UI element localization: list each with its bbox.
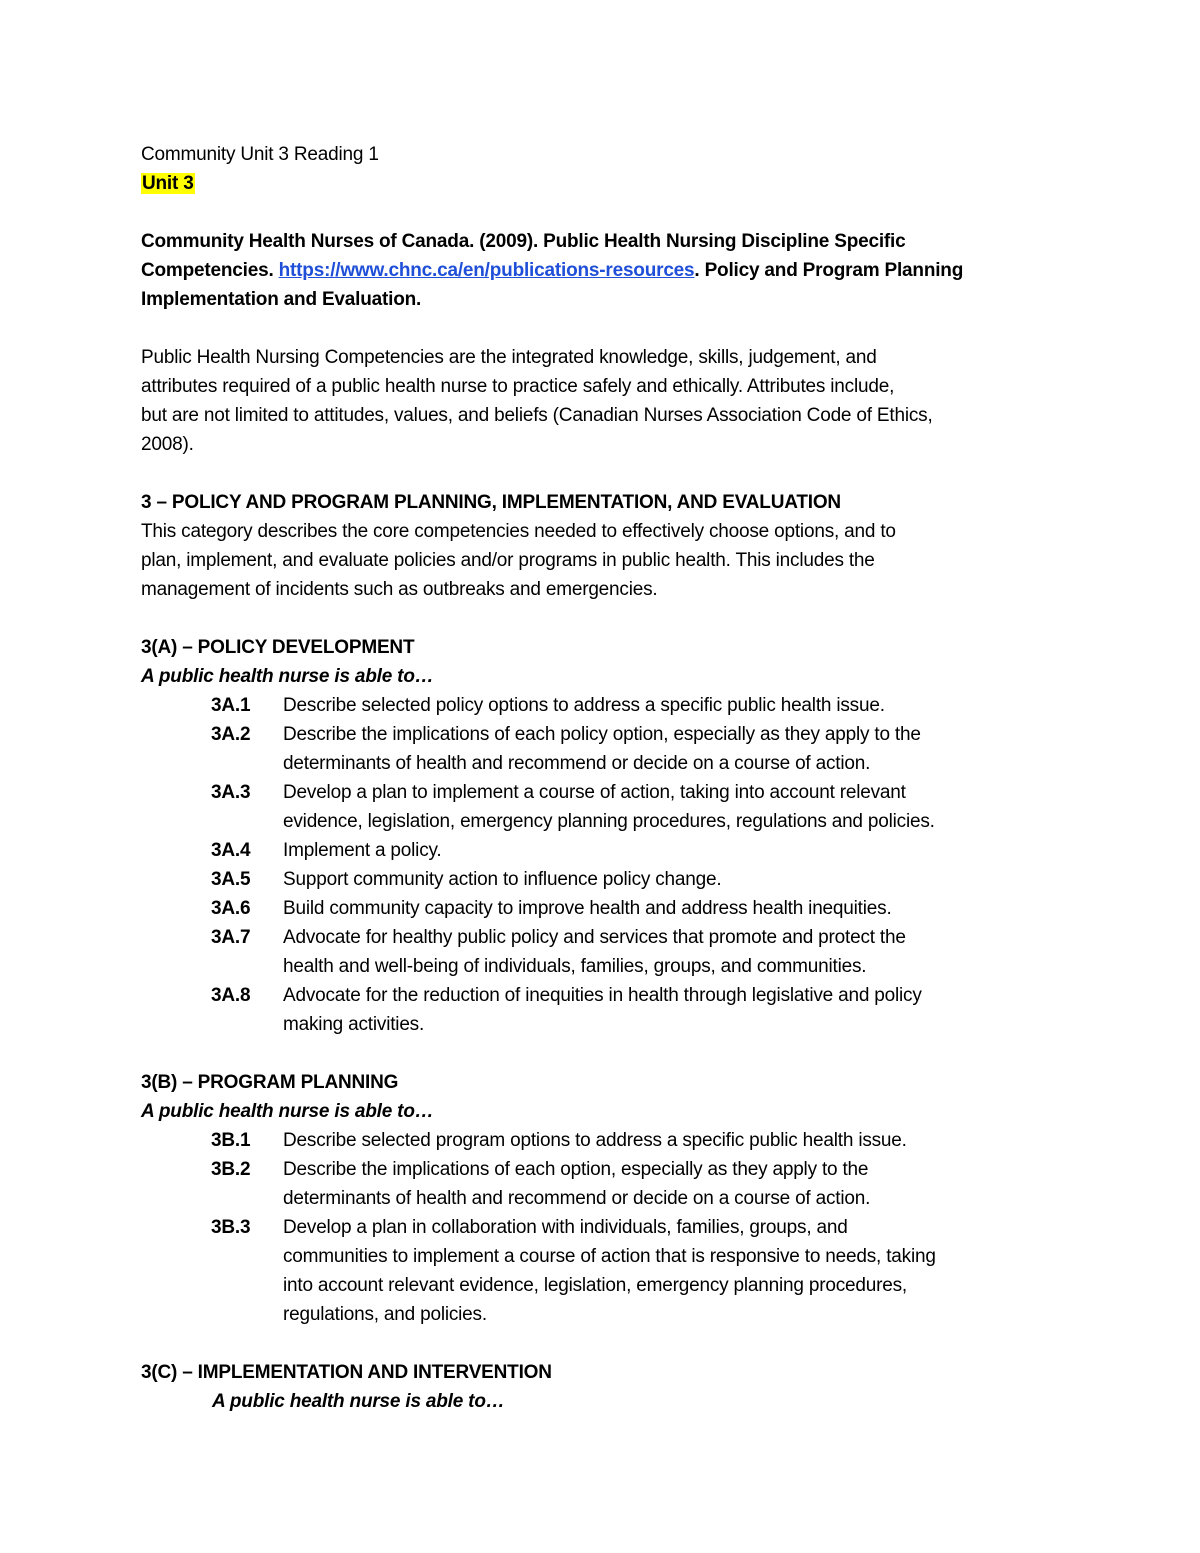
- citation-line-3: Implementation and Evaluation.: [141, 289, 422, 310]
- competency-text-line: Describe the implications of each option, especially as they apply to the: [283, 1159, 869, 1180]
- competency-text: [283, 836, 1061, 865]
- citation-link[interactable]: https://www.chnc.ca/en/publications-resources: [278, 260, 695, 281]
- competency-text-line: evidence, legislation, emergency planning procedures, regulations and policies.: [283, 811, 935, 832]
- competency-item: [141, 894, 1061, 923]
- competency-text-line: Build community capacity to improve health and address health inequities.: [283, 898, 892, 919]
- competency-number: 3A.4: [211, 840, 251, 861]
- spacer: [141, 1329, 1061, 1358]
- citation-line-1: Community Health Nurses of Canada. (2009). Public Health Nursing Discipline Specific: [141, 231, 906, 252]
- section-3-line: This category describes the core competencies needed to effectively choose options, and to: [141, 521, 896, 542]
- section-3c-lead: A public health nurse is able to…: [212, 1391, 505, 1412]
- competency-text-line: communities to implement a course of action that is responsive to needs, taking: [283, 1246, 936, 1267]
- intro-line: 2008).: [141, 434, 194, 455]
- competency-text: [283, 1213, 1061, 1329]
- intro-line: but are not limited to attitudes, values, and beliefs (Canadian Nurses Association Code of Ethics,: [141, 405, 933, 426]
- competency-text: [283, 1126, 1061, 1155]
- competency-text-line: determinants of health and recommend or decide on a course of action.: [283, 753, 871, 774]
- competency-number: 3A.3: [211, 782, 251, 803]
- intro-line: attributes required of a public health nurse to practice safely and ethically. Attributes include,: [141, 376, 895, 397]
- competency-item: [141, 778, 1061, 836]
- competency-item: [141, 720, 1061, 778]
- competency-text-line: Develop a plan in collaboration with individuals, families, groups, and: [283, 1217, 848, 1238]
- competency-number: 3A.5: [211, 869, 251, 890]
- competency-item: [141, 691, 1061, 720]
- competency-text-line: Develop a plan to implement a course of action, taking into account relevant: [283, 782, 906, 803]
- spacer: [141, 198, 1061, 227]
- competency-number: 3B.1: [211, 1130, 251, 1151]
- competency-item: [141, 1155, 1061, 1213]
- competency-text: [283, 923, 1061, 981]
- section-3b-list: [141, 1126, 1061, 1329]
- spacer: [141, 314, 1061, 343]
- competency-text: [283, 720, 1061, 778]
- competency-text-line: making activities.: [283, 1014, 425, 1035]
- citation-line-2: [141, 256, 1061, 285]
- competency-number: 3B.3: [211, 1217, 251, 1238]
- competency-item: [141, 1126, 1061, 1155]
- competency-text-line: Advocate for healthy public policy and services that promote and protect the: [283, 927, 906, 948]
- competency-number: 3A.2: [211, 724, 251, 745]
- competency-text: [283, 1155, 1061, 1213]
- competency-item: [141, 865, 1061, 894]
- competency-text-line: Describe selected program options to address a specific public health issue.: [283, 1130, 907, 1151]
- competency-text: [283, 981, 1061, 1039]
- competency-number: 3A.6: [211, 898, 251, 919]
- document-title: Community Unit 3 Reading 1: [141, 144, 379, 165]
- spacer: [141, 604, 1061, 633]
- competency-number: 3A.7: [211, 927, 251, 948]
- competency-text-line: Describe the implications of each policy option, especially as they apply to the: [283, 724, 921, 745]
- unit-label-highlight: Unit 3: [142, 173, 194, 194]
- section-3-line: plan, implement, and evaluate policies and/or programs in public health. This includes the: [141, 550, 875, 571]
- competency-item: [141, 1213, 1061, 1329]
- section-3a-list: [141, 691, 1061, 1039]
- competency-text: [283, 865, 1061, 894]
- citation-prefix: Competencies.: [141, 260, 279, 281]
- section-3b-heading: 3(B) – PROGRAM PLANNING: [141, 1072, 399, 1093]
- competency-text: [283, 894, 1061, 923]
- competency-text-line: health and well-being of individuals, families, groups, and communities.: [283, 956, 867, 977]
- competency-number: 3A.1: [211, 695, 251, 716]
- citation-suffix: . Policy and Program Planning: [694, 260, 964, 281]
- competency-text-line: into account relevant evidence, legislation, emergency planning procedures,: [283, 1275, 908, 1296]
- unit-label-line: [141, 169, 1061, 198]
- competency-item: [141, 836, 1061, 865]
- competency-number: 3B.2: [211, 1159, 251, 1180]
- competency-text-line: determinants of health and recommend or decide on a course of action.: [283, 1188, 871, 1209]
- section-3b-lead: A public health nurse is able to…: [141, 1101, 434, 1122]
- section-3a-lead: A public health nurse is able to…: [141, 666, 434, 687]
- intro-line: Public Health Nursing Competencies are the integrated knowledge, skills, judgement, and: [141, 347, 877, 368]
- competency-text-line: Describe selected policy options to address a specific public health issue.: [283, 695, 885, 716]
- spacer: [141, 1039, 1061, 1068]
- section-3-heading: 3 – POLICY AND PROGRAM PLANNING, IMPLEMENTATION, AND EVALUATION: [141, 492, 841, 513]
- document-body: [141, 140, 1061, 1416]
- section-3c-heading: 3(C) – IMPLEMENTATION AND INTERVENTION: [141, 1362, 552, 1383]
- competency-text: [283, 778, 1061, 836]
- section-3-line: management of incidents such as outbreaks and emergencies.: [141, 579, 658, 600]
- competency-text-line: regulations, and policies.: [283, 1304, 487, 1325]
- competency-item: [141, 981, 1061, 1039]
- section-3a-heading: 3(A) – POLICY DEVELOPMENT: [141, 637, 415, 658]
- competency-item: [141, 923, 1061, 981]
- competency-text-line: Advocate for the reduction of inequities in health through legislative and policy: [283, 985, 922, 1006]
- competency-text-line: Support community action to influence policy change.: [283, 869, 722, 890]
- competency-text-line: Implement a policy.: [283, 840, 442, 861]
- competency-text: [283, 691, 1061, 720]
- spacer: [141, 459, 1061, 488]
- competency-number: 3A.8: [211, 985, 251, 1006]
